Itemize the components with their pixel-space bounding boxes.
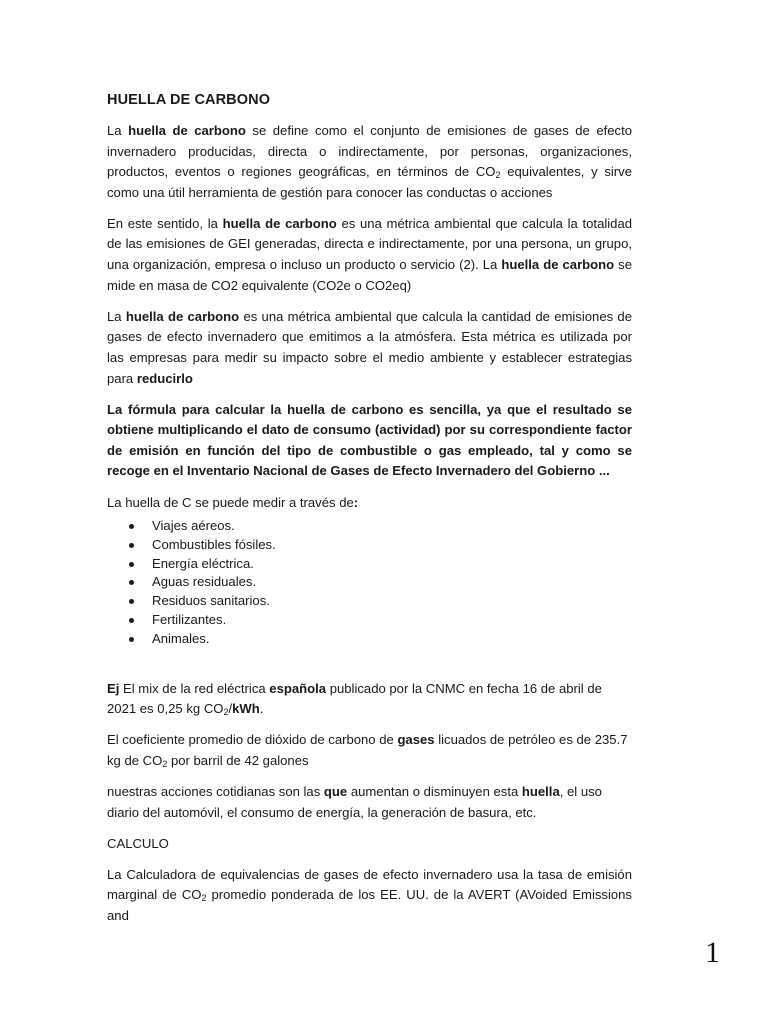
bullet-icon [129,580,134,585]
list-item [107,536,632,555]
text-run: La huella de C se puede medir a través de [107,494,354,510]
list-item [107,592,632,611]
bullet-icon [129,562,134,567]
list-item-text: Energía eléctrica. [152,555,254,571]
bullet-icon [129,599,134,604]
text-run: por barril de 42 galones [167,752,309,768]
subscript: 2 [495,170,501,181]
text-run: La [107,123,129,138]
spacer [107,649,632,679]
paragraph-coefficient [107,730,632,771]
subscript: 2 [162,758,168,769]
bold-term: huella de carbono [501,257,615,273]
list-item-text: Combustibles fósiles. [152,536,276,552]
paragraph-metric [107,214,632,296]
page-number: 1 [705,936,720,969]
bullet-icon [129,524,134,529]
bold-paragraph: La fórmula para calcular la huella de carbono es sencilla, ya que el resultado se obtiene multiplicando el dato de consumo (actividad) por su correspondiente factor de emisión en función del tipo de combustible o gas empleado, tal y como se recoge en el Inventario Nacional de Gases de Efecto Invernadero del Gobierno ... [107,401,632,479]
bold-term: española [269,680,327,696]
paragraph-actions [107,782,632,823]
text-run: La [107,308,126,324]
bold-term: huella [521,784,560,800]
text-run: licuados de petróleo es de 235.7 kg de CO [107,732,628,768]
list-item-text: Residuos sanitarios. [152,593,270,609]
bold-term: reducirlo [136,370,193,386]
text-run: aumentan o disminuyen esta [347,784,522,800]
bold-term: huella de carbono [222,215,337,231]
section-heading-calculo: CALCULO [107,835,169,851]
text-run: promedio ponderada de los EE. UU. de la AVERT (AVoided Emissions and [107,887,632,924]
text-run: es una métrica ambiental que calcula la cantidad de emisiones de gases de efecto invernadero que emitimos a la atmósfera. Esta métrica es utilizada por las empresas para medir su impacto sobre el medio ambiente y establecer estrategias para [107,308,632,386]
list-item [107,611,632,630]
text-run: equivalentes, y sirve como una útil herramienta de gestión para conocer las conductas o acciones [107,164,632,200]
text-run: La Calculadora de equivalencias de gases de efecto invernadero usa la tasa de emisión marginal de CO [107,866,632,903]
bold-term: kWh [232,701,260,717]
bullet-icon [129,543,134,548]
bold-term: gases [397,732,435,748]
document-page [107,92,632,937]
text-run: publicado por la CNMC en fecha 16 de abril de 2021 es 0,25 kg CO [107,680,602,717]
paragraph-example [107,679,632,720]
bold-term: huella de carbono [125,308,240,324]
text-run: , el uso diario del automóvil, el consumo de energía, la generación de basura, etc. [107,784,602,820]
list-item [107,555,632,574]
list-item [107,630,632,649]
paragraph-formula [107,400,632,482]
text-run: nuestras acciones cotidianas son las [107,784,324,800]
text-run: El mix de la red eléctrica [119,680,270,696]
text-run: se mide en masa de CO2 equivalente (CO2e o CO2eq) [107,257,633,293]
paragraph-list-intro [107,493,632,514]
document-title: HUELLA DE CARBONO [107,92,271,108]
bullet-icon [129,637,134,642]
text-run: En este sentido, la [107,215,223,231]
text-run: es una métrica ambiental que calcula la totalidad de las emisiones de GEI generadas, directa e indirectamente, por una persona, un grupo, una organización, empresa o incluso un producto o servicio (2). La [107,215,633,273]
paragraph-definition [107,121,632,203]
bold-term: huella de carbono [128,123,246,138]
subscript: 2 [201,893,207,904]
list-item-text: Viajes aéreos. [152,518,235,534]
text-run: / [228,701,233,717]
sources-list [107,517,632,649]
list-item-text: Fertilizantes. [152,612,227,628]
bold-term: que [323,784,348,800]
list-item-text: Animales. [152,630,210,646]
bold-term: Ej [107,680,120,696]
text-run: El coeficiente promedio de dióxido de carbono de [107,732,398,748]
paragraph-emissions [107,307,632,389]
bullet-icon [129,618,134,623]
text-run: se define como el conjunto de emisiones de gases de efecto invernadero producidas, directa o indirectamente, por personas, organizaciones, productos, eventos o regiones geográficas, en términos de CO [107,123,633,180]
bold-colon: : [353,494,359,510]
list-item-text: Aguas residuales. [152,574,257,590]
list-item [107,573,632,592]
text-run: . [259,701,264,717]
paragraph-calculator [107,865,632,927]
list-item [107,517,632,536]
subscript: 2 [223,707,229,718]
